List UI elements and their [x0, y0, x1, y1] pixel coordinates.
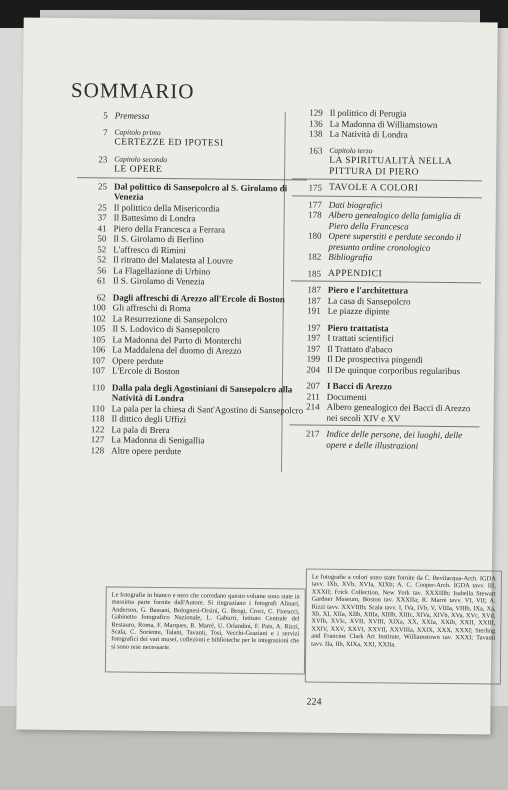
toc-entry-title: Albero genealogico della famiglia di Piero della Francesca: [328, 209, 461, 232]
section-rule: [291, 280, 481, 283]
toc-entry-title: Opere perdute: [112, 354, 164, 366]
toc-page-number: 217: [305, 428, 320, 439]
toc-entry-title: Dalla pala degli Agostiniani di Sansepolcro alla Natività di Londra: [111, 381, 293, 404]
toc-entry-title: Le piazze dipinte: [327, 305, 390, 317]
section-rule: [289, 424, 479, 427]
toc-entry-title: Il polittico di Perugia: [329, 107, 407, 119]
toc-page-number: 191: [307, 305, 321, 316]
section-rule: [77, 177, 307, 180]
toc-entry-title: Il S. Girolamo di Berlino: [113, 233, 204, 245]
toc-entry: [292, 128, 482, 140]
toc-entry: [292, 155, 482, 178]
toc-page-number: 5: [103, 110, 108, 121]
toc-entry-title: Piero della Francesca a Ferrara: [113, 222, 226, 235]
toc-entry-title: Gli affreschi di Roma: [112, 302, 191, 314]
toc-entry-title: Il De quinque corporibus regularibus: [327, 364, 461, 376]
toc-entry-title: La Madonna del Parto di Monterchi: [112, 333, 242, 346]
toc-page-number: 214: [306, 401, 320, 412]
toc-entry-title: Il ritratto del Malatesta al Louvre: [113, 254, 233, 266]
toc-entry: [75, 382, 305, 405]
toc-page-number: 180: [307, 230, 322, 241]
toc-page-number: 41: [97, 222, 107, 233]
toc-entry: [291, 268, 481, 280]
toc-page-number: 138: [308, 128, 323, 139]
toc-page-number: 204: [306, 364, 321, 375]
toc-entry-title: L'Ercole di Boston: [111, 365, 180, 377]
toc-entry-title: La casa di Sansepolcro: [327, 295, 411, 307]
book-page: [16, 18, 497, 735]
toc-entry-title: Il Trattato d'abaco: [327, 343, 393, 354]
toc-entry-title: Il S. Lodovico di Sansepolcro: [112, 323, 220, 335]
toc-page-number: 25: [97, 180, 108, 191]
toc-page-number: 102: [92, 312, 106, 323]
toc-page-number: 207: [306, 380, 320, 391]
section-rule: [292, 178, 482, 181]
toc-entry: [291, 230, 481, 253]
toc-page-number: 110: [91, 381, 105, 392]
toc-entry: [292, 182, 482, 194]
toc-entry: [292, 209, 482, 232]
toc-entry-title: Altre opere perdute: [111, 444, 182, 456]
toc-entry-title: La Madonna di Williamstown: [329, 118, 438, 130]
toc-entry-title: TAVOLE A COLORI: [328, 182, 419, 194]
toc-page-number: [77, 164, 114, 175]
toc-entry-title: Piero e l'architettura: [327, 284, 409, 296]
toc-entry-title: Premessa: [114, 110, 150, 121]
toc-page-number: 182: [307, 251, 322, 262]
toc-entry-title: La pala per la chiesa di Sant'Agostino di Sansepolcro: [111, 402, 304, 415]
toc-entry: [74, 445, 304, 458]
credits-bw-box: Le fotografie in bianco e nero che corredano questo volume sono state in massima parte fornite dall'Autore. Si ringraziano i fotografi Alinari, Anderson, G. Bassani, Bolognesi-Orsini, G. Brogi, Croci, C. Fiorucci, Gabinetto fotografico Nazionale, L. Gaburri, Istituto Centrale del Restauro, Roma, F. Marques, R. Marrè, U. Orlandini, F. Pais, A. Rizzi, Scala, C. Soriente, Talani, Tavanti, Tosi, Vecchi-Graziani e i servizi fotografici dei vari musei, collezioni e biblioteche per le integrazioni che si sono rese necessarie.: [105, 586, 306, 674]
toc-page-number: [77, 137, 114, 148]
toc-page-number: 105: [91, 323, 106, 334]
section-rule: [292, 195, 482, 198]
toc-entry-title: CERTEZZE ED IPOTESI: [114, 137, 224, 149]
toc-entry-title: Dagli affreschi di Arezzo all'Ercole di Boston: [112, 291, 285, 304]
toc-page-number: [292, 155, 329, 176]
page-number: 224: [306, 696, 322, 708]
toc-page-number: 52: [97, 243, 107, 254]
toc-entry-title: Dal polittico di Sansepolcro al S. Girolamo di Venezia: [113, 180, 288, 202]
toc-page-number: 25: [97, 201, 107, 212]
toc-page-number: 197: [306, 343, 321, 354]
toc-page-number: 197: [306, 322, 321, 333]
toc-entry-title: Opere superstiti e perdute secondo il presunto ordine cronologico: [328, 230, 462, 253]
toc-entry-title: Documenti: [326, 391, 367, 402]
toc-page-number: 163: [308, 145, 323, 156]
toc-page-number: 197: [306, 332, 321, 343]
toc-page-number: 105: [91, 333, 106, 344]
toc-entry-title: L'affresco di Rimini: [113, 243, 186, 255]
toc-left-column: [74, 110, 308, 457]
toc-entry-title: Piero trattatista: [327, 322, 389, 333]
toc-page-number: 128: [90, 444, 105, 455]
toc-page-number: 127: [90, 434, 105, 445]
toc-page-number: 187: [307, 284, 321, 295]
toc-entry-title: Capitolo terzo: [329, 145, 373, 155]
toc-page-number: 187: [307, 295, 321, 306]
toc-page-number: 211: [306, 391, 320, 402]
toc-page-number: 177: [308, 199, 322, 210]
toc-entry-title: Albero genealogico dei Bacci di Arezzo nei secoli XIV e XV: [326, 401, 471, 424]
toc-entry-title: Il dittico degli Uffizi: [111, 413, 187, 425]
toc-entry-title: I trattati scientifici: [327, 332, 394, 344]
toc-page-number: 110: [91, 402, 105, 413]
toc-entry: [290, 401, 480, 424]
page-title: SOMMARIO: [70, 78, 195, 104]
toc-page-number: 122: [90, 423, 105, 434]
toc-entry-title: La pala di Brera: [111, 423, 170, 435]
toc-page-number: 107: [91, 354, 106, 365]
toc-entry: [77, 181, 307, 204]
toc-entry-title: Il S. Girolamo di Venezia: [112, 275, 205, 287]
toc-entry-title: La Madonna di Senigallia: [111, 434, 205, 446]
toc-page-number: 52: [97, 254, 107, 265]
toc-entry: [291, 251, 481, 263]
toc-entry-title: Capitolo secondo: [114, 153, 168, 164]
toc-page-number: 199: [306, 353, 321, 364]
toc-page-number: 23: [98, 153, 108, 164]
toc-page-number: 136: [309, 118, 323, 129]
toc-page-number: 56: [97, 264, 107, 275]
toc-entry-title: Capitolo primo: [114, 126, 161, 137]
toc-entry-title: Il De prospectiva pingendi: [327, 353, 423, 365]
toc-entry-title: La Maddalena del duomo di Arezzo: [112, 344, 242, 356]
credits-color-box: Le fotografie a colori sono state fornite da C. Bevilacqua-Arch. IGDA tavv. IXb, XVb, XVIa, XIXb; A. C. Cooper-Arch. IGDA tavv. III, XXXII; Frick Collection, New York tav. XXXIIIb; Isabella Stewart Gardner Museum, Boston tav. XXXIIa; R. Marrè tavv. VI, VII; A. Rizzi tavv. XXVIIIb; Scala tavv. I, IVa, IVb, V, VIIIa, VIIIb, IXa, Xa, Xb, XI, XIIa, XIIb, XIIIa, XIIIb, XIIIc, XIVa, XIVb, XVa, XVc, XVd, XVIb, XVIc, XVII, XVIII, XIXa, XX, XXIa, XXIb, XXII, XXIII, XXIV, XXV, XXVI, XXVII, XXVIIIa, XXIX, XXX, XXXI; Sterling and Francine Clark Art Institute, Williamstown tav. XXXI; Tavanti tavv. IIa, IIb, XIXa, XXI, XXIIa.: [305, 569, 502, 685]
toc-entry-title: Bibliografia: [328, 251, 373, 263]
photo-credits: [105, 566, 506, 696]
toc-entry-title: La Flagellazione di Urbino: [113, 264, 211, 277]
toc-page-number: 185: [307, 268, 322, 279]
toc-entry-title: La Resurrezione di Sansepolcro: [112, 312, 228, 325]
toc-entry-title: Il polittico della Misericordia: [113, 201, 220, 214]
toc-page-number: 107: [91, 365, 106, 376]
toc-page-number: 100: [92, 302, 106, 313]
toc-entry: [77, 164, 307, 177]
toc-page-number: 106: [91, 344, 106, 355]
toc-entry: [290, 364, 480, 376]
toc-entry: [291, 305, 481, 317]
toc-page-number: 37: [97, 212, 107, 223]
toc-entry-title: La Natività di Londra: [329, 128, 408, 140]
toc-entry: [289, 428, 479, 451]
toc-page-number: 129: [309, 107, 323, 118]
toc-entry-title: LA SPIRITUALITÀ NELLA PITTURA DI PIERO: [329, 155, 452, 178]
toc-entry-title: I Bacci di Arezzo: [326, 380, 393, 392]
toc-entry-title: Il Battesimo di Londra: [113, 212, 196, 224]
toc-entry-title: LE OPERE: [114, 164, 163, 175]
toc-right-column: [289, 107, 483, 451]
toc-page-number: 61: [96, 275, 107, 286]
toc-page-number: 62: [96, 291, 106, 302]
toc-page-number: 118: [91, 413, 105, 424]
toc-page-number: 7: [102, 126, 108, 137]
toc-entry-title: Indice delle persone, dei luoghi, delle opere e delle illustrazioni: [326, 428, 463, 451]
toc-page-number: 178: [308, 209, 322, 220]
toc-page-number: 50: [97, 233, 107, 244]
toc-page-number: 175: [308, 182, 323, 193]
toc-entry-title: Dati biografici: [328, 199, 383, 210]
toc-entry-title: APPENDICI: [328, 268, 383, 279]
